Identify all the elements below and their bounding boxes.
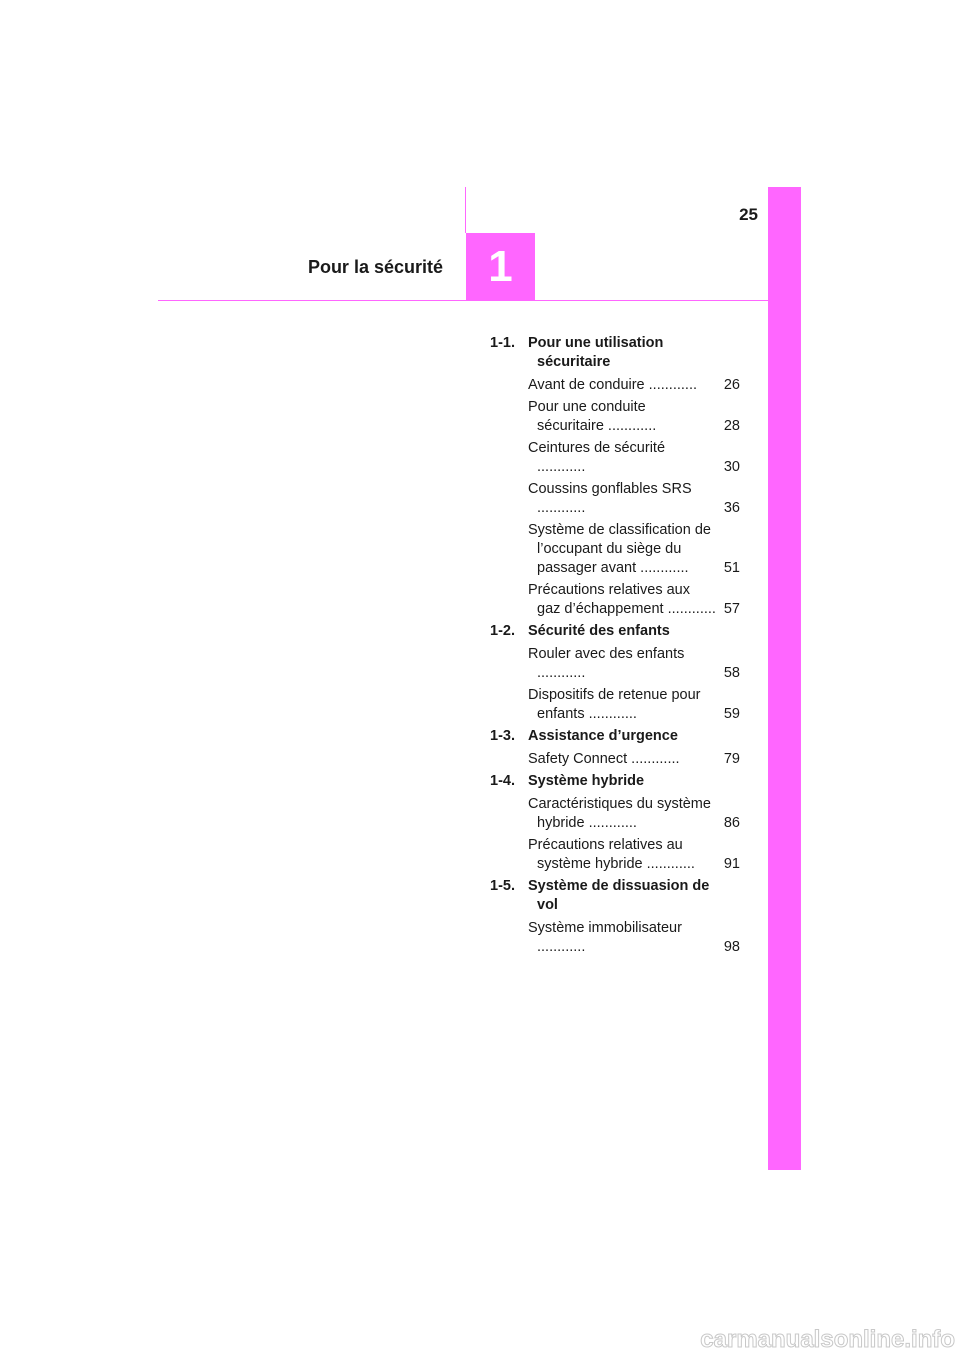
chapter-side-tab	[768, 187, 801, 1170]
toc-section-heading[interactable]	[490, 334, 740, 372]
toc-dot-leader: ............	[537, 500, 586, 516]
toc-section-title: Système de dissuasion de vol	[528, 878, 710, 913]
toc-dot-leader: ............	[537, 459, 586, 475]
toc-entry[interactable]	[528, 480, 740, 518]
toc-entry-title	[528, 480, 716, 518]
toc-entry-page: 58	[723, 665, 740, 681]
toc-section-number: 1-3.	[490, 728, 515, 744]
toc-dot-leader: ............	[642, 856, 695, 872]
toc-section-title: Système hybride	[528, 773, 645, 789]
toc-entry[interactable]	[528, 439, 740, 477]
toc-section-title: Assistance d’urgence	[528, 728, 678, 744]
toc-entry-page: 26	[723, 377, 740, 393]
toc-entry[interactable]	[528, 376, 740, 395]
toc-entry-title-text: Ceintures de sécurité	[528, 440, 666, 456]
toc-entry-title	[528, 398, 716, 436]
toc-entry-title	[528, 795, 716, 833]
toc-entry-title	[528, 836, 716, 874]
toc-section-heading[interactable]	[490, 877, 740, 915]
toc-entry-title-text: Précautions relatives au système hybride	[528, 837, 683, 872]
toc-entry-title-text: Pour une conduite sécuritaire	[528, 399, 646, 434]
toc-entry[interactable]	[528, 919, 740, 957]
page-number: 25	[739, 205, 758, 224]
toc-entry-title-text: Système immobilisateur	[528, 920, 682, 936]
toc-section-title: Sécurité des enfants	[528, 623, 670, 639]
header-divider-horizontal	[158, 300, 768, 301]
toc-section-heading[interactable]	[490, 727, 740, 746]
toc-dot-leader: ............	[537, 665, 586, 681]
toc-dot-leader: ............	[584, 815, 637, 831]
toc-dot-leader: ............	[627, 751, 680, 767]
toc-section-number: 1-4.	[490, 773, 515, 789]
toc-entry-title-text: Caractéristiques du système hybride	[528, 796, 711, 831]
toc-entry[interactable]	[528, 581, 740, 619]
toc-entry[interactable]	[528, 398, 740, 436]
toc-section-number: 1-5.	[490, 878, 515, 894]
toc-entry-title	[528, 645, 716, 683]
toc-entry[interactable]	[528, 836, 740, 874]
toc-entry-title-text: Safety Connect	[528, 751, 628, 767]
toc-dot-leader: ............	[644, 377, 697, 393]
toc-section-heading[interactable]	[490, 622, 740, 641]
toc-dot-leader: ............	[636, 560, 689, 576]
toc-section-title: Pour une utilisation sécuritaire	[528, 335, 664, 370]
toc-entry-page: 36	[723, 500, 740, 516]
toc-dot-leader: ............	[663, 601, 716, 617]
toc-section	[490, 622, 740, 724]
toc-entry-title-text: Dispositifs de retenue pour enfants	[528, 687, 701, 722]
toc-entry-title	[528, 439, 716, 477]
toc-section-number: 1-1.	[490, 335, 515, 351]
toc-entry[interactable]	[528, 795, 740, 833]
toc-dot-leader: ............	[603, 418, 657, 434]
toc-entry-page: 98	[723, 939, 740, 955]
watermark-logo	[565, 1322, 960, 1358]
chapter-title: Pour la sécurité	[307, 257, 443, 277]
toc-entry-title	[528, 750, 716, 769]
toc-entry-title	[528, 376, 716, 395]
toc-entry-page: 86	[723, 815, 740, 831]
toc-entry-title-text: Avant de conduire	[528, 377, 645, 393]
toc-section-number: 1-2.	[490, 623, 515, 639]
toc-entry-page: 51	[723, 560, 740, 576]
toc-entry-page: 59	[723, 706, 740, 722]
toc-section-heading[interactable]	[490, 772, 740, 791]
toc-entry-page: 79	[723, 751, 740, 767]
toc-entry-title	[528, 686, 716, 724]
toc-dot-leader: ............	[584, 706, 637, 722]
toc-entry[interactable]	[528, 521, 740, 578]
toc-entry-title	[528, 919, 716, 957]
toc-section	[490, 877, 740, 957]
toc-entry-title	[528, 521, 716, 578]
toc-entry-title-text: Système de classification de l’occupant du siège du passager avant	[528, 522, 711, 576]
toc-entry[interactable]	[528, 645, 740, 683]
header-divider-vertical	[465, 187, 466, 233]
toc-section	[490, 727, 740, 769]
toc-entry-page: 28	[723, 418, 740, 434]
toc-section	[490, 772, 740, 874]
toc-entry-page: 30	[723, 459, 740, 475]
toc-entry[interactable]	[528, 750, 740, 769]
chapter-number-badge: 1	[466, 233, 535, 301]
toc-entry-page: 91	[723, 856, 740, 872]
toc-section	[490, 334, 740, 619]
toc-entry-title-text: Rouler avec des enfants	[528, 646, 685, 662]
toc-entry-page: 57	[723, 601, 740, 617]
toc-entry[interactable]	[528, 686, 740, 724]
table-of-contents	[490, 334, 740, 960]
toc-entry-title	[528, 581, 716, 619]
toc-dot-leader: ............	[537, 939, 586, 955]
toc-entry-title-text: Coussins gonflables SRS	[528, 481, 692, 497]
watermark-text: carmanualsonline.info	[700, 1326, 955, 1353]
toc-entry-title-text: Précautions relatives aux gaz d’échappement	[528, 582, 690, 617]
